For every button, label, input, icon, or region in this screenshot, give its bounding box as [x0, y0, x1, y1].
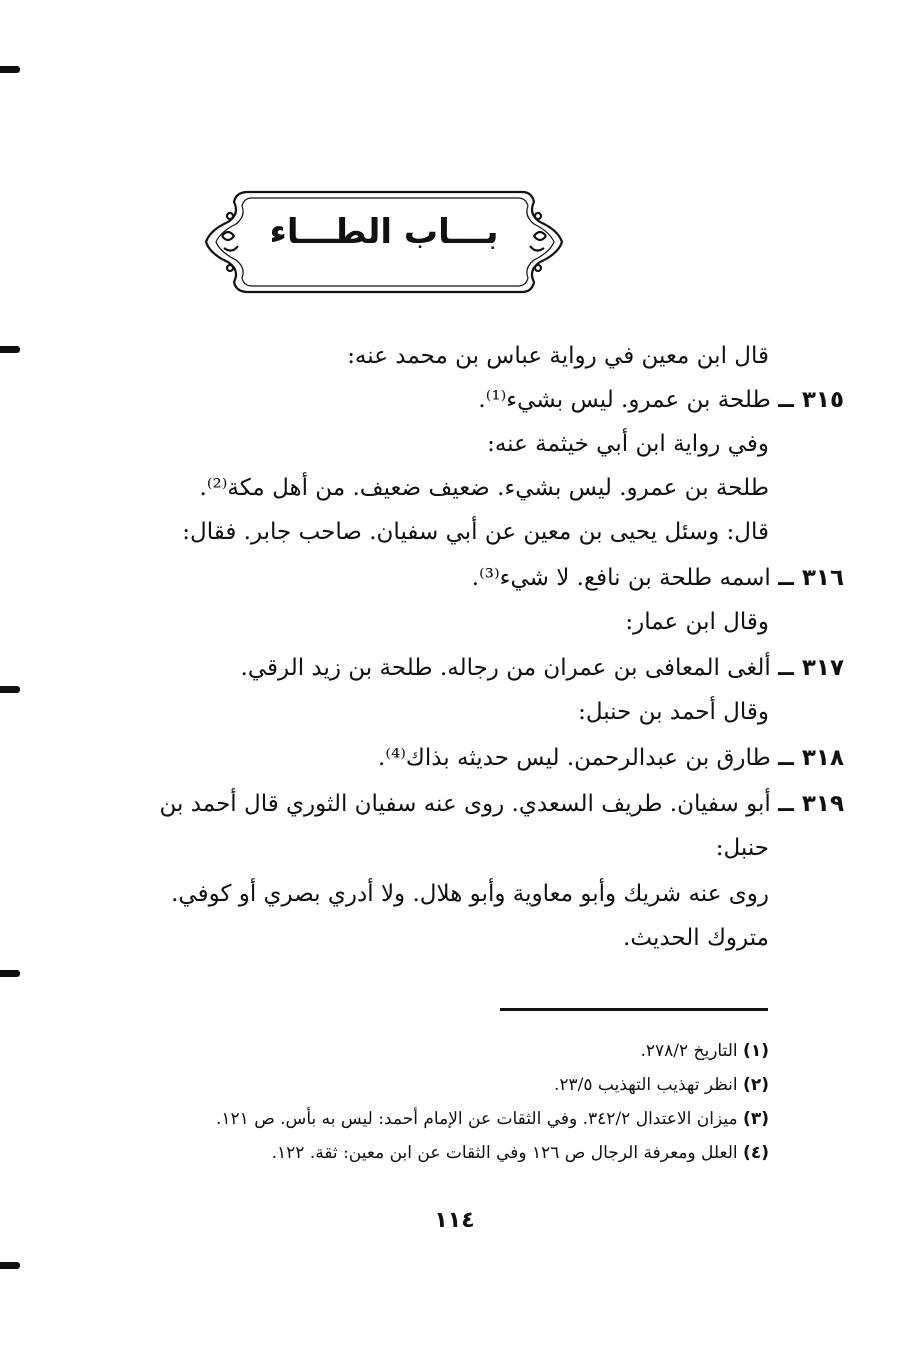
entry-line: ٣١٩ ــ أبو سفيان. طريف السعدي. روى عنه سفيان الثوري قال أحمد بن: [159, 791, 844, 817]
text-line: قال ابن معين في رواية عباس بن محمد عنه:: [347, 343, 769, 369]
entry-number: ٣١٨ ــ: [778, 745, 844, 771]
binding-mark: [0, 1262, 20, 1269]
text-line: حنبل:: [715, 835, 769, 861]
text-line: وقال ابن عمار:: [625, 609, 769, 635]
text-line: روى عنه شريك وأبو معاوية وأبو هلال. ولا أدري بصري أو كوفي.: [171, 881, 769, 907]
entry-number: ٣١٥ ــ: [778, 387, 844, 413]
footnote-separator: [500, 1008, 768, 1011]
entry-number: ٣١٧ ــ: [778, 655, 844, 681]
footnote: (٣) ميزان الاعتدال ٣٤٢/٢. وفي الثقات عن الإمام أحمد: ليس به بأس. ص ١٢١.: [215, 1109, 769, 1129]
chapter-header-frame: [200, 186, 568, 296]
entry-line: ٣١٦ ــ اسمه طلحة بن نافع. لا شيء⁽³⁾.: [471, 565, 844, 591]
binding-mark: [0, 970, 20, 977]
chapter-title: بـــاب الطـــاء: [269, 212, 499, 252]
text-line: وفي رواية ابن أبي خيثمة عنه:: [487, 431, 769, 457]
binding-mark: [0, 346, 20, 353]
text-line: طلحة بن عمرو. ليس بشيء. ضعيف ضعيف. من أهل مكة⁽²⁾.: [199, 475, 769, 501]
binding-mark: [0, 66, 20, 73]
footnote: (٤) العلل ومعرفة الرجال ص ١٢٦ وفي الثقات عن ابن معين: ثقة. ١٢٢.: [271, 1143, 769, 1163]
text-line: وقال أحمد بن حنبل:: [578, 699, 769, 725]
binding-mark: [0, 686, 20, 693]
entry-line: ٣١٧ ــ ألغى المعافى بن عمران من رجاله. طلحة بن زيد الرقي.: [240, 655, 844, 681]
entry-number: ٣١٩ ــ: [778, 791, 844, 817]
entry-line: ٣١٥ ــ طلحة بن عمرو. ليس بشيء⁽¹⁾.: [478, 387, 844, 413]
footnote: (٢) انظر تهذيب التهذيب ٢٣/٥.: [553, 1075, 769, 1095]
footnote: (١) التاريخ ٢٧٨/٢.: [640, 1041, 769, 1061]
entry-line: ٣١٨ ــ طارق بن عبدالرحمن. ليس حديثه بذاك⁽⁴⁾.: [378, 745, 844, 771]
text-line: متروك الحديث.: [623, 925, 769, 951]
page-number: ١١٤: [434, 1208, 475, 1233]
entry-number: ٣١٦ ــ: [778, 565, 844, 591]
text-line: قال: وسئل يحيى بن معين عن أبي سفيان. صاحب جابر. فقال:: [182, 519, 769, 545]
